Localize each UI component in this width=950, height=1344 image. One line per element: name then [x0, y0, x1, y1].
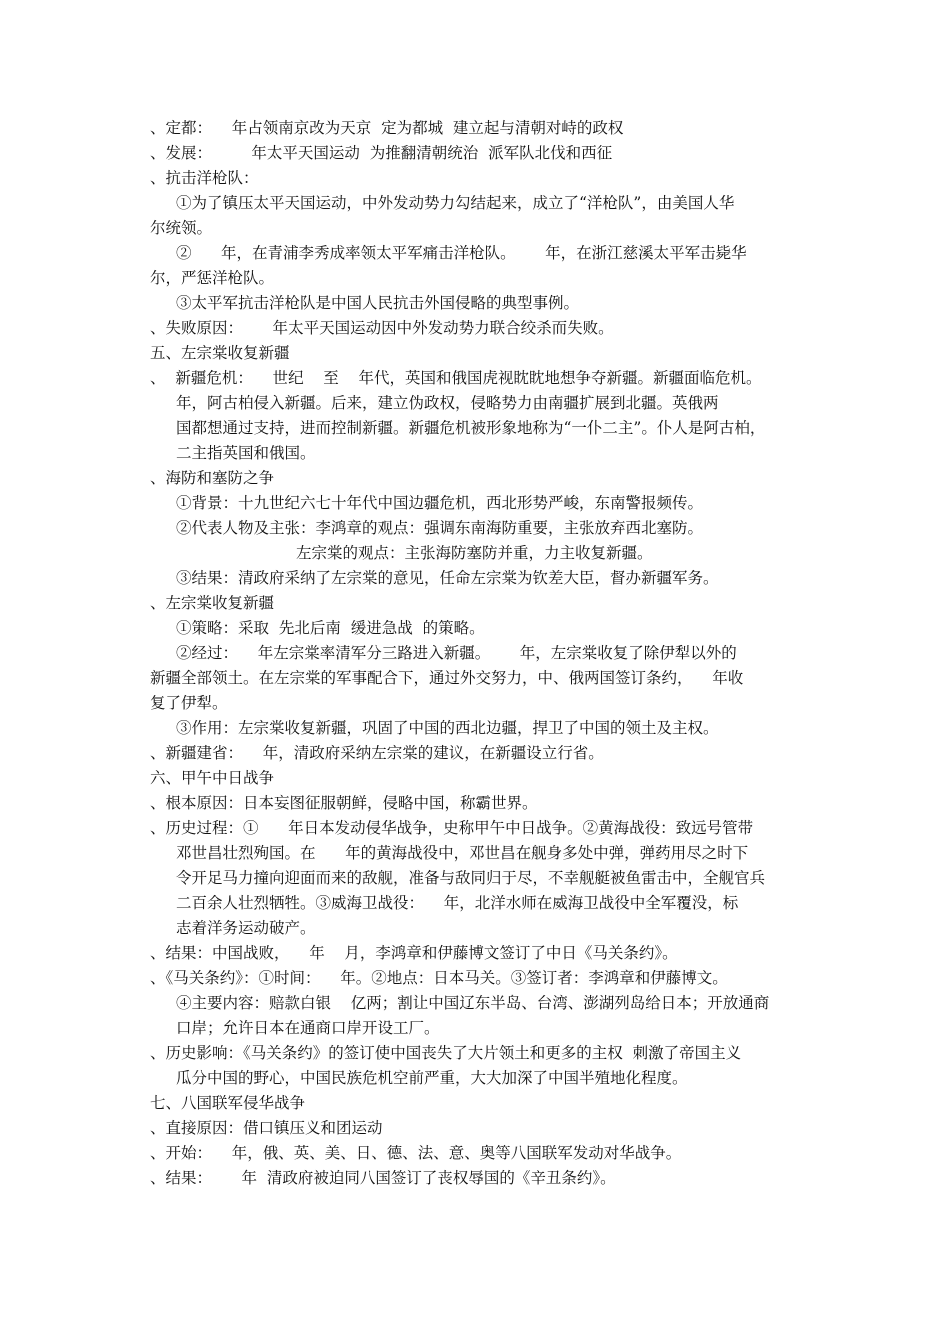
text-line: 、发展： 年太平天国运动 为推翻清朝统治 派军队北伐和西征 [150, 144, 613, 162]
text-line: 、历史过程：① 年日本发动侵华战争，史称甲午中日战争。②黄海战役：致远号管带 [150, 819, 754, 837]
text-line: 、 新疆危机： 世纪 至 年代，英国和俄国虎视眈眈地想争夺新疆。新疆面临危机。 [150, 369, 762, 387]
text-line: 令开足马力撞向迎面而来的敌舰，准备与敌同归于尽，不幸舰艇被鱼雷击中，全舰官兵 [176, 869, 766, 887]
text-line: 、新疆建省： 年，清政府采纳左宗棠的建议，在新疆设立行省。 [150, 744, 604, 762]
text-line: 、海防和塞防之争 [150, 469, 275, 487]
section-heading: 五、左宗棠收复新疆 [150, 344, 290, 362]
text-line: ②代表人物及主张：李鸿章的观点：强调东南海防重要，主张放弃西北塞防。 [176, 519, 704, 537]
text-line: 、直接原因：借口镇压义和团运动 [150, 1119, 383, 1137]
text-line: 左宗棠的观点：主张海防塞防并重，力主收复新疆。 [296, 544, 653, 562]
text-line: ①为了镇压太平天国运动，中外发动势力勾结起来，成立了“洋枪队”，由美国人华 [176, 194, 735, 212]
text-line: 、根本原因：日本妄图征服朝鲜，侵略中国，称霸世界。 [150, 794, 538, 812]
text-line: ①策略：采取 先北后南 缓进急战 的策略。 [176, 619, 485, 637]
text-line: 瓜分中国的野心，中国民族危机空前严重，大大加深了中国半殖地化程度。 [176, 1069, 688, 1087]
text-line: ③作用：左宗棠收复新疆，巩固了中国的西北边疆，捍卫了中国的领土及主权。 [176, 719, 719, 737]
text-line: 、失败原因： 年太平天国运动因中外发动势力联合绞杀而失败。 [150, 319, 614, 337]
text-line: 、《马关条约》：①时间： 年。②地点：日本马关。③签订者：李鸿章和伊藤博文。 [150, 969, 728, 987]
text-line: 、结果： 年 清政府被迫同八国签订了丧权辱国的《辛丑条约》。 [150, 1169, 616, 1187]
text-line: ③结果：清政府采纳了左宗棠的意见，任命左宗棠为钦差大臣，督办新疆军务。 [176, 569, 719, 587]
text-line: ④主要内容：赔款白银 亿两；割让中国辽东半岛、台湾、澎湖列岛给日本；开放通商 [176, 994, 770, 1012]
text-line: ② 年，在青浦李秀成率领太平军痛击洋枪队。 年，在浙江慈溪太平军击毙华 [176, 244, 747, 262]
text-line: 复了伊犁。 [150, 694, 228, 712]
text-line: 尔统领。 [150, 219, 213, 237]
text-line: 、开始： 年，俄、英、美、日、德、法、意、奥等八国联军发动对华战争。 [150, 1144, 682, 1162]
text-line: 、抗击洋枪队： [150, 169, 259, 187]
text-line: 二百余人壮烈牺牲。③威海卫战役： 年，北洋水师在威海卫战役中全军覆没，标 [176, 894, 739, 912]
text-line: 、结果：中国战败， 年 月，李鸿章和伊藤博文签订了中日《马关条约》。 [150, 944, 678, 962]
text-line: ③太平军抗击洋枪队是中国人民抗击外国侵略的典型事例。 [176, 294, 580, 312]
text-line: 国都想通过支持，进而控制新疆。新疆危机被形象地称为“一仆二主”。仆人是阿古柏， [176, 419, 766, 437]
section-heading: 六、甲午中日战争 [150, 769, 275, 787]
text-line: ②经过： 年左宗棠率清军分三路进入新疆。 年，左宗棠收复了除伊犁以外的 [176, 644, 737, 662]
text-line: 、定都： 年占领南京改为天京 定为都城 建立起与清朝对峙的政权 [150, 119, 624, 137]
text-line: 尔，严惩洋枪队。 [150, 269, 275, 287]
text-line: 邓世昌壮烈殉国。在 年的黄海战役中，邓世昌在舰身多处中弹，弹药用尽之时下 [176, 844, 749, 862]
text-line: 志着洋务运动破产。 [176, 919, 316, 937]
text-line: 年，阿古柏侵入新疆。后来，建立伪政权，侵略势力由南疆扩展到北疆。英俄两 [176, 394, 719, 412]
text-line: 新疆全部领土。在左宗棠的军事配合下，通过外交努力，中、俄两国签订条约， 年收 [150, 669, 744, 687]
section-heading: 七、八国联军侵华战争 [150, 1094, 306, 1112]
text-line: 二主指英国和俄国。 [176, 444, 316, 462]
text-line: 、历史影响：《马关条约》的签订使中国丧失了大片领土和更多的主权 刺激了帝国主义 [150, 1044, 742, 1062]
text-line: 、左宗棠收复新疆 [150, 594, 275, 612]
text-line: 口岸；允许日本在通商口岸开设工厂。 [176, 1019, 440, 1037]
text-line: ①背景：十九世纪六七十年代中国边疆危机，西北形势严峻，东南警报频传。 [176, 494, 704, 512]
